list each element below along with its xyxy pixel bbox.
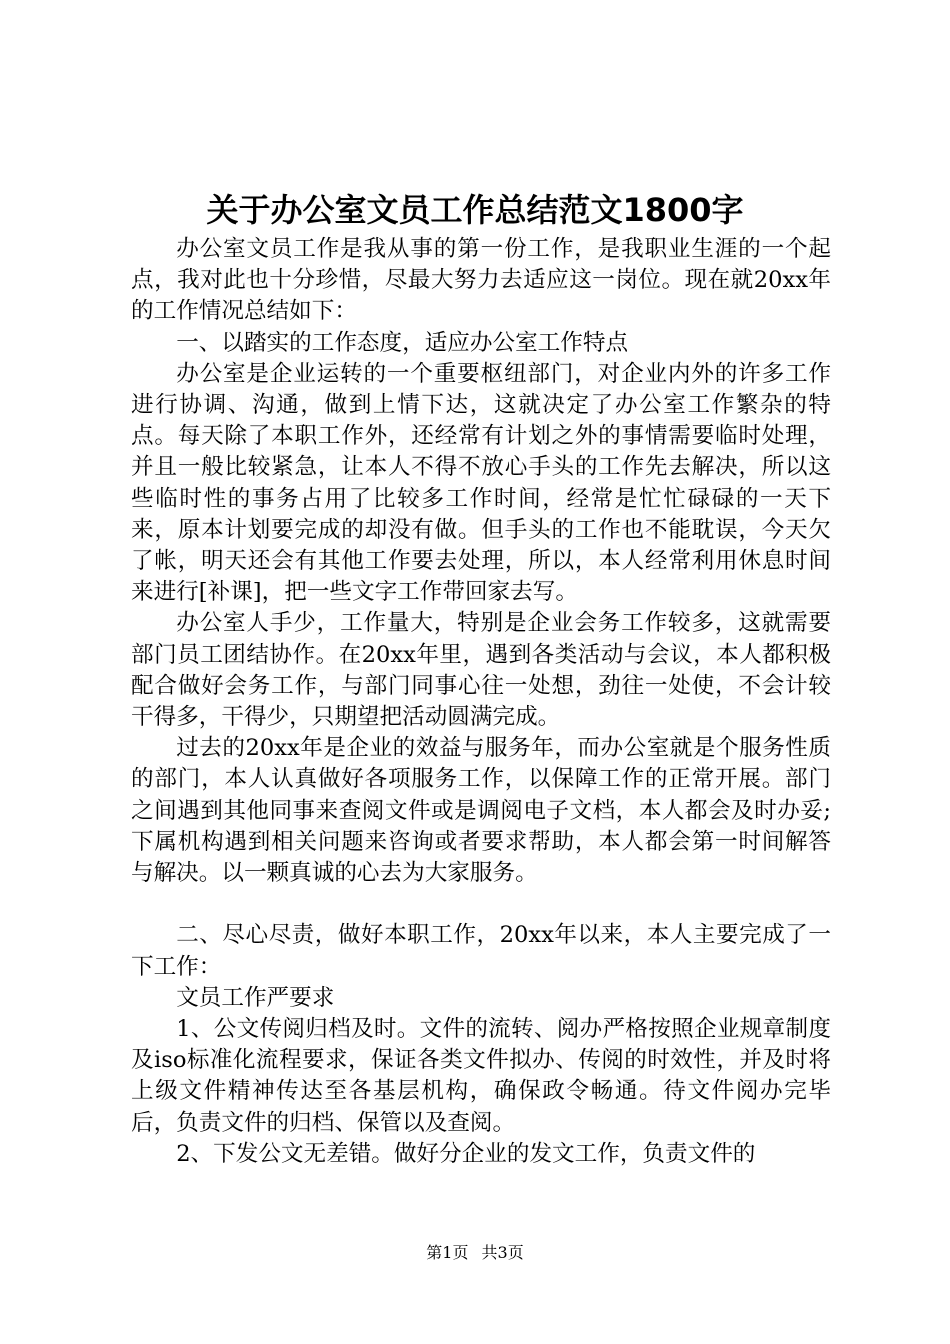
heading-section-1: 一、以踏实的工作态度，适应办公室工作特点	[176, 329, 629, 356]
document-title: 关于办公室文员工作总结范文1800字	[206, 191, 744, 229]
paragraph-teamwork: 办公室人手少，工作量大，特别是企业会务工作较多，这就需要部门员工团结协作。在20xx年里，遇到各类活动与会议，本人都积极配合做好会务工作，与部门同事心往一处想，劲往一处使，不会计较干得多，干得少，只期望把活动圆满完成。	[131, 610, 831, 731]
page-footer	[0, 1242, 950, 1264]
paragraph-item-1: 1、公文传阅归档及时。文件的流转、阅办严格按照企业规章制度及iso标准化流程要求，保证各类文件拟办、传阅的时效性，并及时将上级文件精神传达至各基层机构，确保政令畅通。待文件阅办完毕后，负责文件的归档、保管以及查阅。	[131, 1016, 831, 1136]
paragraph-item-2: 2、下发公文无差错。做好分企业的发文工作，负责文件的	[176, 1140, 756, 1167]
page-number: 第1页	[426, 1243, 469, 1262]
document-body	[131, 234, 831, 1170]
paragraph-office-characteristics: 办公室是企业运转的一个重要枢纽部门，对企业内外的许多工作进行协调、沟通，做到上情下达，这就决定了办公室工作繁杂的特点。每天除了本职工作外，还经常有计划之外的事情需要临时处理，并且一般比较紧急，让本人不得不放心手头的工作先去解决，所以这些临时性的事务占用了比较多工作时间，经常是忙忙碌碌的一天下来，原本计划要完成的却没有做。但手头的工作也不能耽误，今天欠了帐，明天还会有其他工作要去处理，所以，本人经常利用休息时间来进行[补课]，把一些文字工作带回家去写。	[131, 360, 831, 606]
paragraph-service: 过去的20xx年是企业的效益与服务年，而办公室就是个服务性质的部门，本人认真做好各项服务工作，以保障工作的正常开展。部门之间遇到其他同事来查阅文件或是调阅电子文档，本人都会及时办妥;下属机构遇到相关问题来咨询或者要求帮助，本人都会第一时间解答与解决。以一颗真诚的心去为大家服务。	[131, 735, 831, 887]
paragraph-intro: 办公室文员工作是我从事的第一份工作，是我职业生涯的一个起点，我对此也十分珍惜，尽最大努力去适应这一岗位。现在就20xx年的工作情况总结如下：	[131, 236, 831, 325]
page-total: 共3页	[481, 1243, 524, 1262]
subheading-clerk-requirements: 文员工作严要求	[176, 984, 335, 1011]
heading-section-2: 二、尽心尽责，做好本职工作，20xx年以来，本人主要完成了一下工作：	[131, 922, 831, 980]
